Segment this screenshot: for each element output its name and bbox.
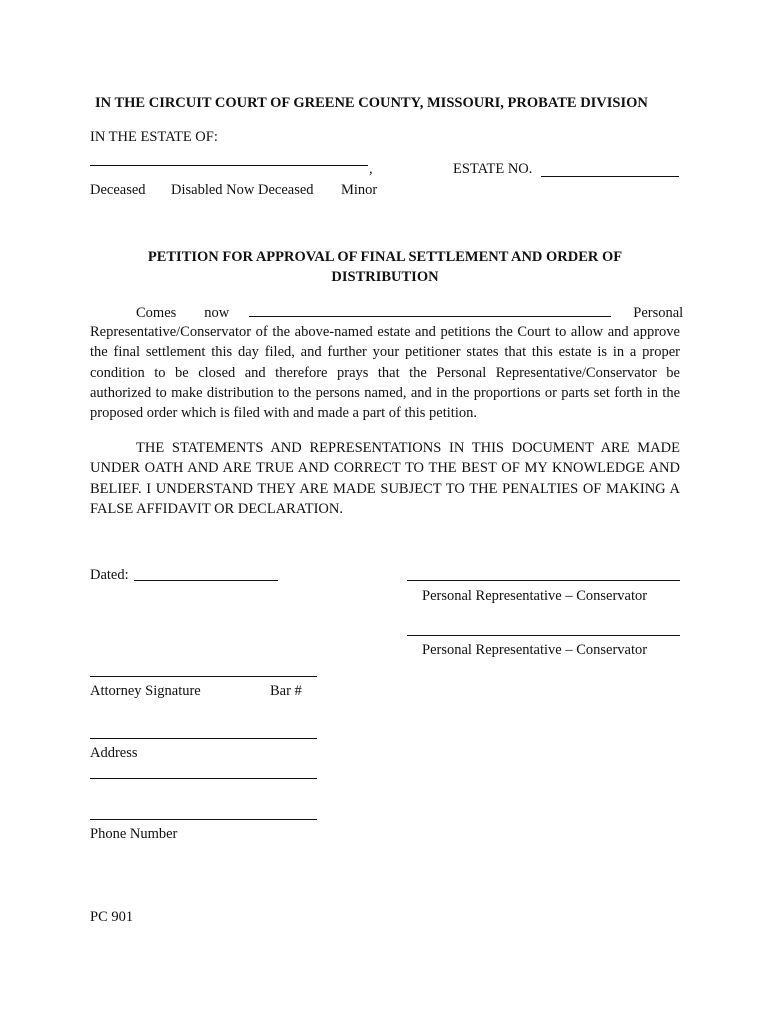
estate-of-label: IN THE ESTATE OF:	[90, 129, 218, 145]
personal-word: Personal	[633, 305, 684, 321]
pr-signature-line-2[interactable]	[407, 635, 680, 636]
phone-label: Phone Number	[90, 826, 178, 842]
address-line-2[interactable]	[90, 778, 317, 779]
petition-title-line2: DISTRIBUTION	[331, 269, 439, 285]
attorney-signature-label: Attorney Signature	[90, 683, 201, 699]
bar-number-label: Bar #	[270, 683, 302, 699]
oath-text: THE STATEMENTS AND REPRESENTATIONS IN THIS DOCUMENT ARE MADE UNDER OATH AND ARE TRUE AND CORRECT TO THE BEST OF MY KNOWLEDGE AND BELIEF. I UNDERSTAND THEY ARE MADE SUBJECT TO THE PENALTIES OF MAKING A FALSE AFFIDAVIT OR DECLARATION.	[90, 440, 680, 517]
petition-title-line1: PETITION FOR APPROVAL OF FINAL SETTLEMENT AND ORDER OF	[147, 249, 623, 265]
status-option-deceased[interactable]: Deceased	[90, 182, 146, 198]
attorney-signature-line[interactable]	[90, 676, 317, 677]
court-heading: IN THE CIRCUIT COURT OF GREENE COUNTY, MISSOURI, PROBATE DIVISION	[95, 95, 648, 111]
representative-name-field[interactable]	[249, 302, 611, 317]
pr-label-2: Personal Representative – Conservator	[422, 642, 648, 658]
address-label: Address	[90, 745, 138, 761]
pr-label-1: Personal Representative – Conservator	[422, 588, 648, 604]
comes-now-row	[136, 302, 684, 322]
dated-field[interactable]	[134, 580, 278, 581]
address-line-1[interactable]	[90, 738, 317, 739]
oath-paragraph	[90, 438, 680, 519]
dated-label: Dated:	[90, 567, 129, 583]
estate-name-comma: ,	[369, 161, 373, 177]
now-word: now	[204, 305, 230, 321]
pr-signature-line-1[interactable]	[407, 580, 680, 581]
phone-line[interactable]	[90, 819, 317, 820]
estate-no-field[interactable]	[541, 176, 679, 177]
estate-no-label: ESTATE NO.	[453, 161, 533, 177]
status-option-disabled-now-deceased[interactable]: Disabled Now Deceased	[171, 182, 314, 198]
comes-word: Comes	[136, 305, 177, 321]
form-number: PC 901	[90, 909, 134, 925]
status-option-minor[interactable]: Minor	[341, 182, 378, 198]
petition-paragraph: Representative/Conservator of the above-named estate and petitions the Court to allow and approve the final settlement this day filed, and further your petitioner states that this estate is in a proper condition to be closed and therefore prays that the Personal Representative/Conservator be authorized to make distribution to the persons named, and in the proportions or parts set forth in the proposed order which is filed with and made a part of this petition.	[90, 324, 680, 422]
estate-name-field[interactable]	[90, 165, 368, 166]
